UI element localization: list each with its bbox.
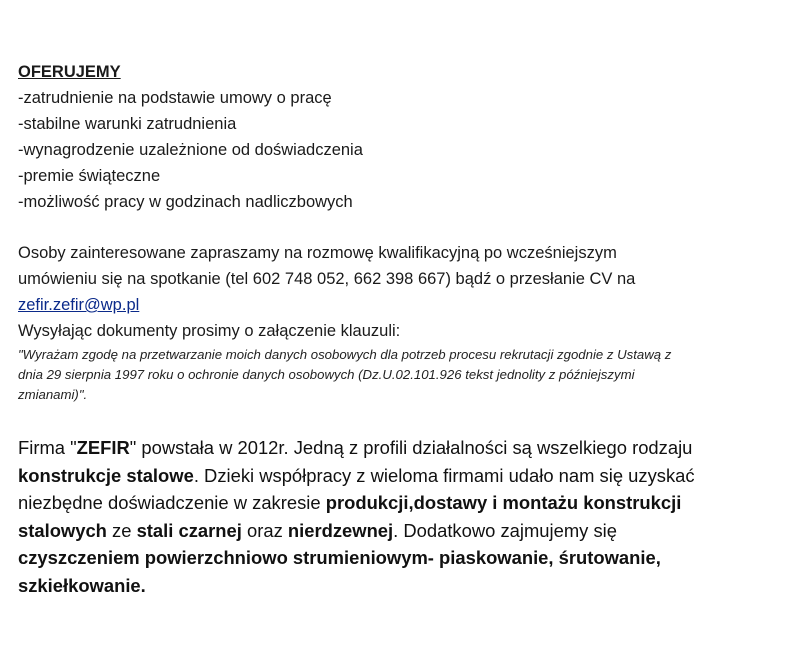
application-text-line: umówieniu się na spotkanie (tel 602 748 052, 662 398 667) bądź o przesłanie CV na (18, 270, 636, 288)
company-line: konstrukcje stalowe. Dzieki współpracy z wieloma firmami udało nam się uzyskać (18, 464, 695, 486)
company-line: Firma "ZEFIR" powstała w 2012r. Jedną z profili działalności są wszelkiego rodzaju (18, 437, 693, 458)
offer-item: -zatrudnienie na podstawie umowy o pracę (18, 89, 332, 107)
offer-item: -stabilne warunki zatrudnienia (18, 115, 237, 133)
email-link[interactable]: zefir.zefir@wp.pl (18, 296, 140, 314)
company-name: ZEFIR (76, 437, 130, 458)
company-line: czyszczeniem powierzchniowo strumieniowym- piaskowanie, śrutowanie, (18, 547, 661, 568)
clause-line: "Wyrażam zgodę na przetwarzanie moich danych osobowych dla potrzeb procesu rekrutacji zgodnie z Ustawą z (18, 347, 672, 362)
offer-item: -możliwość pracy w godzinach nadliczbowych (18, 193, 353, 211)
company-line: niezbędne doświadczenie w zakresie produkcji,dostawy i montażu konstrukcji (18, 492, 682, 513)
clause-line: zmianami)". (18, 387, 88, 402)
offer-section (18, 59, 363, 215)
company-description (18, 434, 802, 599)
company-line: szkiełkowanie. (18, 574, 146, 596)
application-info (18, 240, 798, 344)
company-line: stalowych ze stali czarnej oraz nierdzewnej. Dodatkowo zajmujemy się (18, 519, 617, 541)
offer-item: -premie świąteczne (18, 167, 161, 185)
gdpr-clause (18, 345, 802, 405)
application-text-line: Osoby zainteresowane zapraszamy na rozmowę kwalifikacyjną po wcześniejszym (18, 244, 617, 262)
clause-intro: Wysyłając dokumenty prosimy o załączenie klauzuli: (18, 322, 401, 340)
offer-item: -wynagrodzenie uzależnione od doświadczenia (18, 141, 363, 159)
offer-heading: OFERUJEMY (18, 63, 121, 81)
clause-line: dnia 29 sierpnia 1997 roku o ochronie danych osobowych (Dz.U.02.101.926 tekst jednolity z późniejszymi (18, 367, 635, 382)
